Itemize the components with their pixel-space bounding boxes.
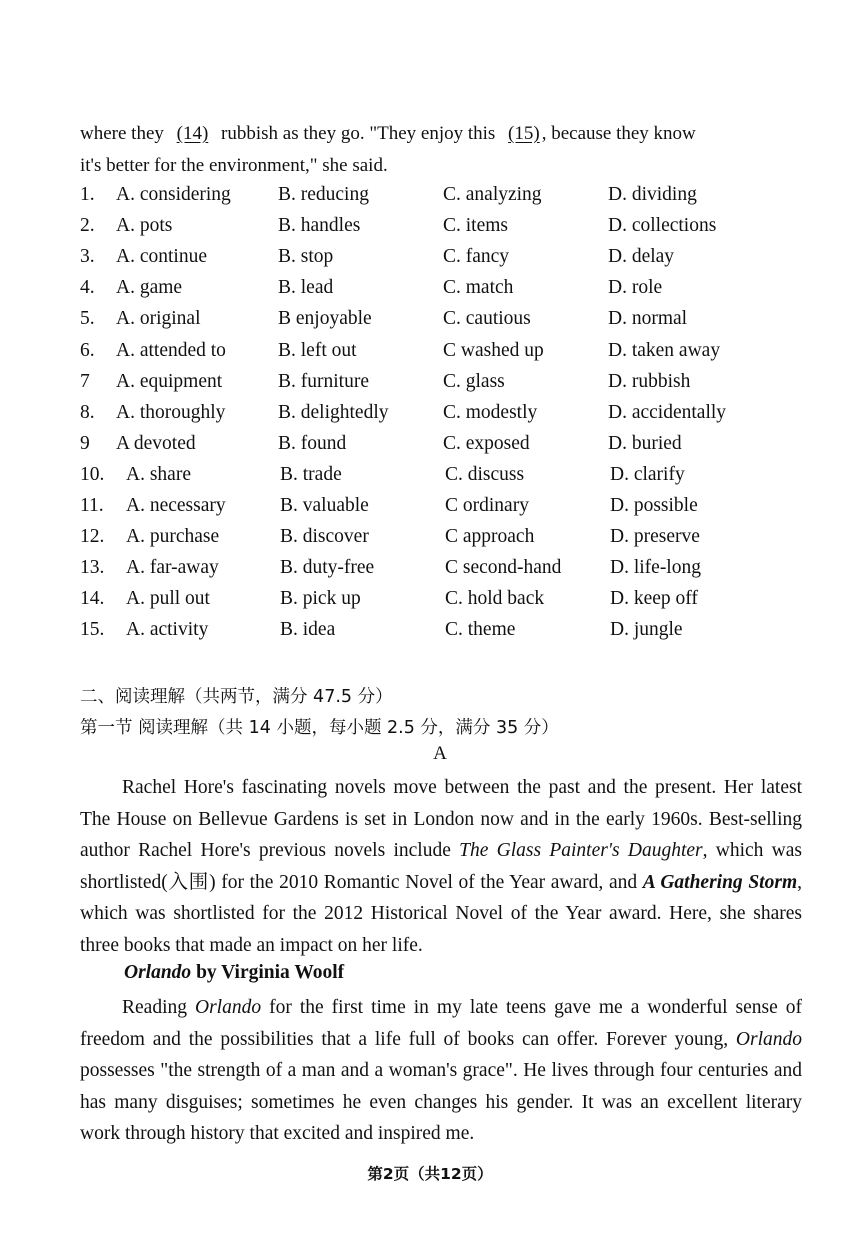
option-a: A. game xyxy=(116,277,183,299)
option-b: B. found xyxy=(278,432,347,454)
option-c: C. hold back xyxy=(445,588,545,610)
option-a: A. purchase xyxy=(126,526,220,548)
option-row xyxy=(80,277,800,308)
passage-letter: A xyxy=(433,743,447,764)
option-b: B. left out xyxy=(278,339,357,361)
option-d: D. dividing xyxy=(608,184,697,205)
book-title: Orlando xyxy=(195,997,262,1018)
option-b: B. valuable xyxy=(280,495,369,516)
option-a: A. equipment xyxy=(116,370,223,392)
book-author: by Virginia Woolf xyxy=(191,962,345,983)
option-d: D. jungle xyxy=(610,619,683,641)
option-a: A. pull out xyxy=(126,588,210,610)
passage-a-paragraph-1 xyxy=(80,772,802,961)
book-title: The Glass Painter's Daughter xyxy=(459,840,703,861)
question-number: 6. xyxy=(80,339,95,361)
part-heading: 第一节 阅读理解（共 14 小题，每小题 2.5 分，满分 35 分） xyxy=(80,718,559,738)
option-b: B. pick up xyxy=(280,588,361,610)
option-c: C. modestly xyxy=(443,401,538,423)
option-a: A devoted xyxy=(116,432,196,454)
option-d: D. life-long xyxy=(610,557,701,579)
option-d: D. taken away xyxy=(608,339,721,361)
text-fragment: where they xyxy=(80,123,164,144)
book-subheading xyxy=(124,962,344,984)
text-fragment: for the first time in my late teens gave me a wonderful sense of freedom and the possibilities that a life full of books can offer. Forever young, xyxy=(80,997,803,1050)
book-title: Orlando xyxy=(735,1028,802,1050)
option-a: A. considering xyxy=(116,184,231,205)
option-d: D. buried xyxy=(608,432,682,454)
option-c: C. discuss xyxy=(445,463,525,485)
option-c: C. items xyxy=(443,215,509,237)
option-c: C. theme xyxy=(445,619,516,641)
option-b: B. stop xyxy=(278,246,334,268)
option-a: A. share xyxy=(126,463,191,485)
question-number: 4. xyxy=(80,277,95,299)
option-a: A. activity xyxy=(126,619,209,641)
option-d: D. role xyxy=(608,277,663,299)
option-row xyxy=(80,246,800,277)
option-b: B. duty-free xyxy=(280,557,375,579)
text-fragment: rubbish as they go. "They enjoy this xyxy=(221,123,496,144)
option-a: A. continue xyxy=(116,246,207,268)
question-number: 8. xyxy=(80,401,95,423)
passage-end-line-2: it's better for the environment," she said. xyxy=(80,155,388,176)
question-number: 3. xyxy=(80,246,95,268)
option-a: A. pots xyxy=(116,215,173,237)
option-c: C ordinary xyxy=(445,495,529,516)
option-row xyxy=(80,371,800,402)
option-row xyxy=(80,308,800,339)
book-title: A Gathering Storm xyxy=(642,871,798,893)
option-b: B. lead xyxy=(278,277,334,299)
option-d: D. possible xyxy=(610,495,698,516)
question-number: 11. xyxy=(80,495,104,516)
passage-end-line-1 xyxy=(80,119,800,149)
page-footer: 第2页（共12页） xyxy=(367,1165,493,1183)
option-row xyxy=(80,526,800,557)
option-c: C washed up xyxy=(443,339,544,361)
option-c: C. exposed xyxy=(443,432,530,454)
option-b: B enjoyable xyxy=(278,308,372,330)
option-b: B. trade xyxy=(280,463,342,485)
option-c: C approach xyxy=(445,526,535,548)
text-fragment: , which was shortlisted for the 2012 Historical Novel of the Year award. Here, she shares three books that made an impact on her life. xyxy=(80,871,802,956)
option-c: C second-hand xyxy=(445,557,562,579)
question-number: 1. xyxy=(80,184,95,205)
option-b: B. delightedly xyxy=(278,401,389,423)
option-d: D. collections xyxy=(608,215,717,237)
option-row xyxy=(80,402,800,433)
question-number: 9 xyxy=(80,432,90,454)
option-row xyxy=(80,433,800,464)
option-a: A. original xyxy=(116,308,201,330)
question-number: 13. xyxy=(80,557,105,579)
option-d: D. normal xyxy=(608,308,688,330)
option-d: D. preserve xyxy=(610,526,700,548)
question-number: 7 xyxy=(80,370,90,392)
option-d: D. clarify xyxy=(610,463,685,485)
text-fragment: , which was shortlisted(入围) for the 2010 Romantic Novel of the Year award, and xyxy=(80,840,803,893)
option-c: C. analyzing xyxy=(443,184,542,205)
option-row xyxy=(80,184,800,215)
option-row xyxy=(80,619,800,650)
option-a: A. thoroughly xyxy=(116,401,226,423)
text-fragment: possesses "the strength of a man and a woman's grace". He lives through four centuries and has many disguises; sometimes he even changes his gender. It was an excellent literary work through history that excited and inspired me. xyxy=(80,1060,802,1144)
option-b: B. discover xyxy=(280,526,369,548)
option-row xyxy=(80,557,800,588)
question-number: 12. xyxy=(80,526,105,548)
blank-15: (15) xyxy=(508,123,540,144)
question-number: 5. xyxy=(80,308,95,330)
option-b: B. idea xyxy=(280,619,336,641)
question-number: 14. xyxy=(80,588,105,610)
option-row xyxy=(80,340,800,371)
option-a: A. attended to xyxy=(116,339,226,361)
text-fragment: Reading xyxy=(122,997,195,1018)
question-number: 2. xyxy=(80,215,95,237)
option-a: A. far-away xyxy=(126,557,219,579)
option-row xyxy=(80,588,800,619)
option-d: D. delay xyxy=(608,246,675,268)
option-row xyxy=(80,464,800,495)
option-b: B. handles xyxy=(278,215,361,237)
text-fragment: , because they know xyxy=(541,123,696,144)
text-fragment: Rachel Hore's fascinating novels move between the past and the present. Her latest The House on Bellevue Gardens is set in London now and in the early 1960s. Best-selling author Rachel Hore's previous novels include xyxy=(80,777,802,861)
option-b: B. reducing xyxy=(278,184,369,205)
option-d: D. keep off xyxy=(610,588,698,610)
option-c: C. match xyxy=(443,277,514,299)
option-d: D. accidentally xyxy=(608,401,727,423)
option-c: C. fancy xyxy=(443,246,510,268)
blank-14: (14) xyxy=(176,123,209,144)
question-number: 10. xyxy=(80,463,105,485)
question-number: 15. xyxy=(80,619,105,641)
option-row xyxy=(80,215,800,246)
option-d: D. rubbish xyxy=(608,370,691,392)
section-heading: 二、阅读理解（共两节，满分 47.5 分） xyxy=(80,687,393,707)
option-b: B. furniture xyxy=(278,370,369,392)
option-row xyxy=(80,495,800,526)
book-title: Orlando xyxy=(124,962,192,983)
passage-a-paragraph-2 xyxy=(80,992,802,1150)
option-a: A. necessary xyxy=(126,495,226,516)
option-c: C. glass xyxy=(443,370,505,392)
option-c: C. cautious xyxy=(443,308,531,330)
